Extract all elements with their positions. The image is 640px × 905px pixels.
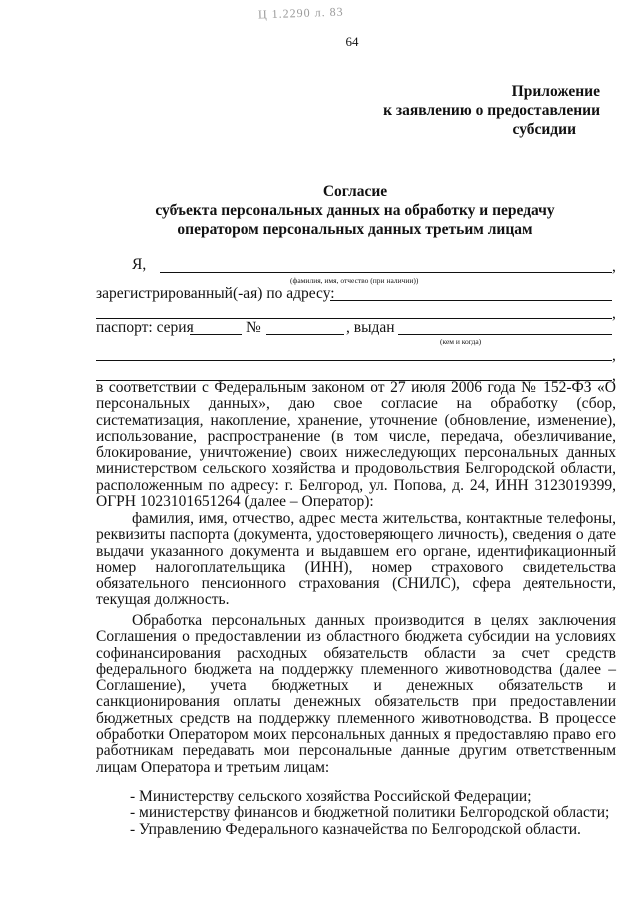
issued-by-field-line-1[interactable] xyxy=(398,334,612,335)
passport-series-label: паспорт: серия xyxy=(96,319,194,336)
passport-number-field[interactable] xyxy=(266,334,344,335)
issued-by-label: , выдан xyxy=(346,319,395,336)
data-list-paragraph: фамилия, имя, отчество, адрес места жительства, контактные телефоны, реквизиты паспорта (документа, удостоверяющего личность), сведения о дате выдачи указанного документа и выдавшем его органе, идентификационный номер налогоплательщика (ИНН), номер страхового свидетельства обязательного пенсионного страхования (СНИЛС), сфера деятельности, текущая должность. xyxy=(96,510,616,609)
issued-comma-2: , xyxy=(612,367,616,384)
appendix-line-3: субсидии xyxy=(512,121,576,138)
address-field-line-1[interactable] xyxy=(330,300,612,301)
recipients-list xyxy=(96,789,616,838)
list-item: - министерству финансов и бюджетной политики Белгородской области; xyxy=(130,804,610,822)
registered-label: зарегистрированный(-ая) по адресу: xyxy=(96,285,335,302)
fio-hint: (фамилия, имя, отчество (при наличии)) xyxy=(290,276,419,285)
appendix-header xyxy=(340,82,600,139)
issued-comma-1: , xyxy=(612,347,616,364)
purpose-paragraph: Обработка персональных данных производится в целях заключения Соглашения о предоставлении из областного бюджета субсидии на условиях софинансирования расходных обязательств области за счет средств федерального бюджета на поддержку племенного животноводства (далее – Соглашение), учета бюджетных и денежных обязательств и санкционирования оплаты денежных обязательств при предоставлении бюджетных средств на поддержку племенного животноводства. В процессе обработки Оператором моих персональных данных я предоставляю право его работникам передавать мои персональные данные другим ответственным лицам Оператора и третьим лицам: xyxy=(96,612,616,776)
appendix-line-1: Приложение xyxy=(511,83,600,100)
list-item: - Управлению Федерального казначейства по Белгородской области. xyxy=(130,820,581,838)
fio-field-line[interactable] xyxy=(160,272,612,273)
issued-by-field-line-2[interactable] xyxy=(96,360,612,361)
page-number: 64 xyxy=(345,34,359,49)
i-label: Я, xyxy=(132,256,147,273)
issued-hint: (кем и когда) xyxy=(440,337,482,346)
address-comma: , xyxy=(612,305,616,322)
title-line-1: Согласие xyxy=(322,183,388,200)
list-item: - Министерству сельского хозяйства Российской Федерации; xyxy=(130,788,532,805)
passport-number-label: № xyxy=(246,319,261,336)
scan-stamp: Ц 1.2290 л. 83 xyxy=(257,4,344,22)
document-title xyxy=(120,182,590,239)
title-line-2: субъекта персональных данных на обработку и передачу xyxy=(155,202,555,219)
consent-paragraph: в соответствии с Федеральным законом от 27 июля 2006 года № 152-ФЗ «О персональных данных», даю свое согласие на обработку (сбор, систематизация, накопление, хранение, уточнение (обновление, изменение), использование, распространение (в том числе, передача, обезличивание, блокирование, уничтожение) своих нижеследующих персональных данных министерством сельского хозяйства и продовольствия Белгородской области, расположенным по адресу: г. Белгород, ул. Попова, д. 24, ИНН 3123019399, ОГРН 1023101651264 (далее – Оператор): xyxy=(96,379,616,511)
passport-series-field[interactable] xyxy=(190,334,242,335)
fio-comma: , xyxy=(612,258,616,275)
appendix-line-2: к заявлению о предоставлении xyxy=(383,102,600,119)
title-line-3: оператором персональных данных третьим лицам xyxy=(177,221,533,238)
